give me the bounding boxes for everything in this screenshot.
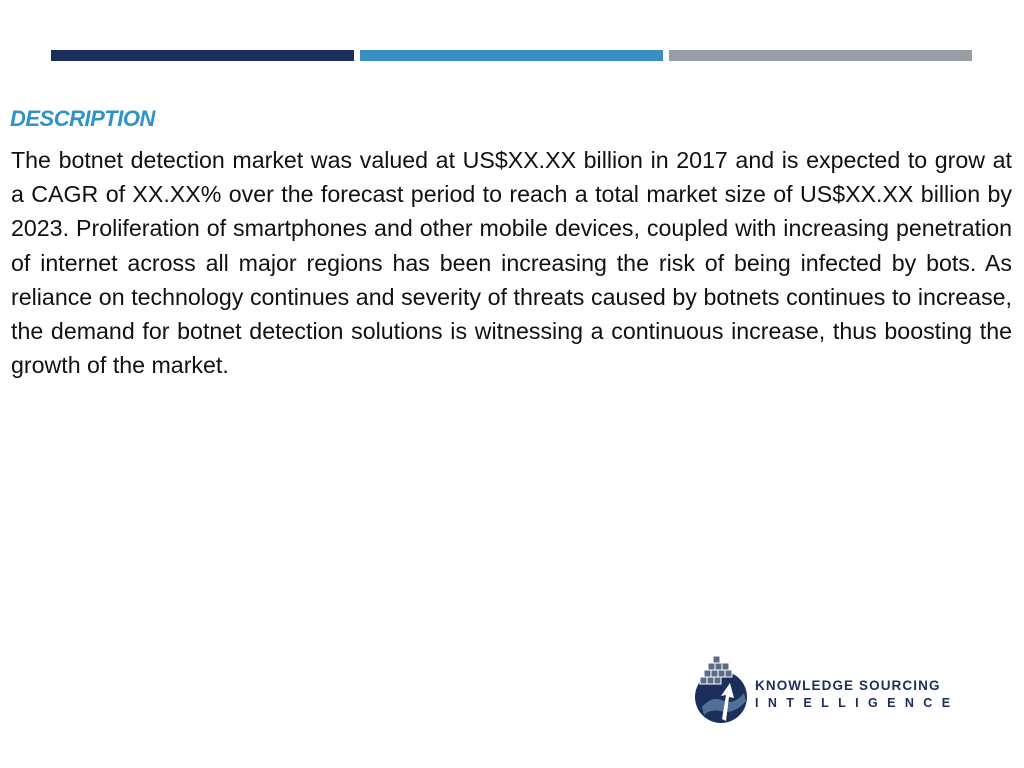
company-logo [692, 655, 960, 730]
logo-text-line1: KNOWLEDGE SOURCING [755, 678, 941, 693]
globe-cubes-logo-icon [692, 655, 756, 727]
header-bar-gray [669, 50, 972, 61]
description-text: The botnet detection market was valued at US$XX.XX billion in 2017 and is expected to grow at a CAGR of XX.XX% over the forecast period to reach a total market size of US$XX.XX billion by 2023. Proliferation of smartphones and other mobile devices, coupled with increasing penetration of internet across all major regions has been increasing the risk of being infected by bots. As reliance on technology continues and severity of threats caused by botnets continues to increase, the demand for botnet detection solutions is witnessing a continuous increase, thus boosting the growth of the market. [11, 147, 1012, 379]
logo-text-line2: INTELLIGENCE [755, 696, 960, 710]
header-bar-light-blue [360, 50, 663, 61]
header-bar-dark-blue [51, 50, 354, 61]
section-heading: DESCRIPTION [10, 106, 155, 131]
